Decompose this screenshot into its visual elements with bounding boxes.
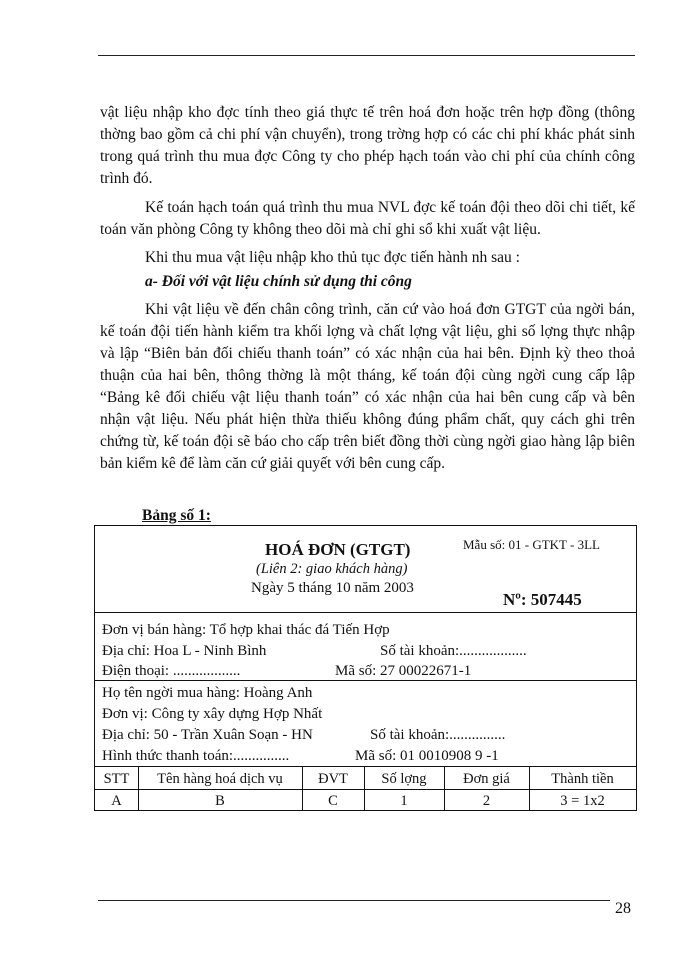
page-number: 28 [615, 900, 631, 917]
header-rule [98, 55, 635, 56]
code-a: A [111, 793, 122, 809]
code-3: 3 = 1x2 [560, 793, 605, 809]
buyer-unit: Đơn vị: Công ty xây dựng Hợp Nhất [102, 706, 323, 722]
invoice-copy-label: (Liên 2: giao khách hàng) [256, 561, 408, 577]
paragraph-3: Khi thu mua vật liệu nhập kho thủ tục đợc tiến hành nh sau : [145, 249, 520, 266]
seller-tax-code: Mã số: 27 00022671-1 [335, 663, 472, 679]
footer-rule [98, 900, 610, 901]
invoice-form-number: Mẫu số: 01 - GTKT - 3LL [463, 537, 600, 552]
buyer-tax-code: Mã số: 01 0010908 9 -1 [355, 748, 499, 764]
paragraph-4: Khi vật liệu về đến chân công trình, căn cứ vào hoá đơn GTGT của ngời bán, kế toán đội tiến hành kiểm tra khối lợng và chất lợng vật liệu, ghi số lợng thực nhập và lập “Biên bản đối chiếu thanh toán” có xác nhận của hai bên. Định kỳ theo thoả thuận của hai bên, thông thờng là một tháng, kế toán đội cùng ngời cung cấp lập “Bảng kê đối chiếu vật liệu thanh toán” có xác nhận của hai bên cung cấp và bên nhận vật liệu. Nếu phát hiện thừa thiếu không đúng phẩm chất, quy cách ghi trên chứng từ, kế toán đội sẽ báo cho cấp trên biết đồng thời cùng ngời giao hàng lập biên bản kiểm kê để làm căn cứ giải quyết với bên cung cấp. [100, 301, 635, 472]
seller-account: Số tài khoản:.................. [380, 643, 527, 659]
column-header-item: Tên hàng hoá dịch vụ [157, 771, 283, 787]
column-header-price: Đơn giá [463, 771, 510, 787]
invoice-number: Nº: 507445 [503, 590, 582, 609]
code-b: B [215, 793, 225, 809]
buyer-address: Địa chỉ: 50 - Trần Xuân Soạn - HN [102, 727, 313, 743]
paragraph-2: Kế toán hạch toán quá trình thu mua NVL đợc kế toán đội theo dõi chi tiết, kế toán văn phòng Công ty không theo dõi mà chỉ ghi sổ khi xuất vật liệu. [100, 199, 635, 238]
section-subheading: a- Đối với vật liệu chính sử dụng thi công [145, 273, 412, 290]
invoice-divider-3 [94, 766, 637, 767]
buyer-name: Họ tên ngời mua hàng: Hoàng Anh [102, 685, 313, 701]
paragraph-1: vật liệu nhập kho đợc tính theo giá thực tế trên hoá đơn hoặc trên hợp đồng (thông thờng bao gồm cả chi phí vận chuyển), trong trờng hợp có các chi phí khác phát sinh trong quá trình thu mua đợc Công ty cho phép hạch toán vào chi phí của chính công trình đó. [100, 104, 635, 187]
seller-address: Địa chỉ: Hoa L - Ninh Bình [102, 643, 267, 659]
column-header-amount: Thành tiền [551, 771, 614, 787]
invoice-divider-1 [94, 612, 637, 613]
code-2: 2 [482, 793, 491, 809]
invoice-divider-2 [94, 680, 637, 681]
invoice-title: HOÁ ĐƠN (GTGT) [265, 540, 411, 559]
code-c: C [328, 793, 338, 809]
buyer-account: Số tài khoản:............... [370, 727, 506, 743]
table-label: Bảng số 1: [142, 507, 211, 524]
table-row-divider [94, 789, 637, 790]
column-header-unit: ĐVT [318, 771, 348, 787]
column-header-stt: STT [103, 771, 130, 787]
code-1: 1 [400, 793, 408, 809]
invoice-date: Ngày 5 tháng 10 năm 2003 [251, 580, 414, 596]
seller-phone: Điện thoại: .................. [102, 663, 241, 679]
seller-unit: Đơn vị bán hàng: Tổ hợp khai thác đá Tiến Hợp [102, 622, 390, 638]
payment-method: Hình thức thanh toán:............... [102, 748, 290, 764]
column-header-quantity: Số lợng [381, 771, 427, 787]
